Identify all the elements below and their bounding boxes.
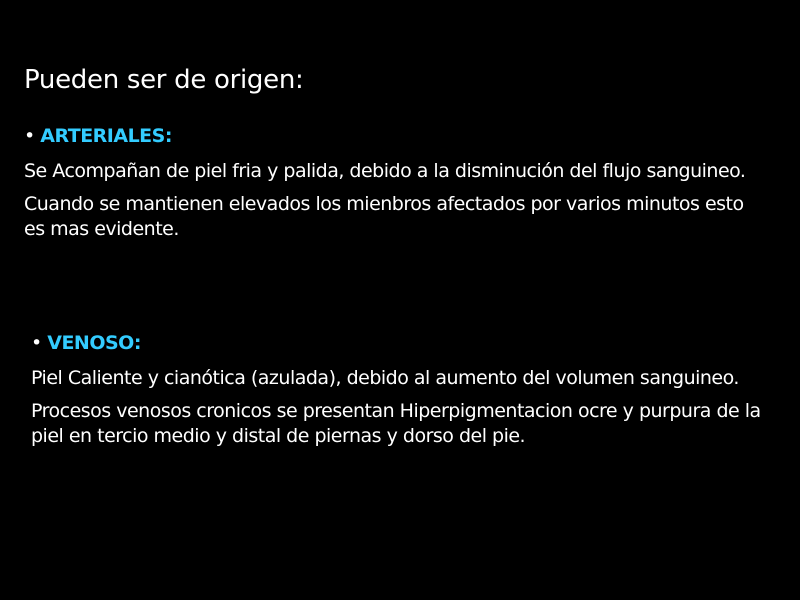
slide-title: Pueden ser de origen: <box>24 65 304 95</box>
section-heading-arteriales <box>24 124 764 149</box>
section-venoso <box>31 331 776 457</box>
paragraph-arteriales-1: Se Acompañan de piel fria y palida, debido a la disminución del flujo sanguineo. <box>24 160 746 182</box>
heading-text: VENOSO: <box>47 332 141 354</box>
paragraph-venoso-1: Piel Caliente y cianótica (azulada), debido al aumento del volumen sanguineo. <box>31 367 739 389</box>
bullet-icon: • <box>24 125 41 147</box>
section-arteriales <box>24 124 764 250</box>
paragraph-arteriales-2: Cuando se mantienen elevados los mienbros afectados por varios minutos esto es mas evidente. <box>24 193 744 240</box>
section-heading-venoso <box>31 331 776 356</box>
heading-text: ARTERIALES: <box>40 125 172 147</box>
paragraph-venoso-2: Procesos venosos cronicos se presentan Hiperpigmentacion ocre y purpura de la piel en tercio medio y distal de piernas y dorso del pie. <box>31 400 761 447</box>
bullet-icon: • <box>31 332 48 354</box>
